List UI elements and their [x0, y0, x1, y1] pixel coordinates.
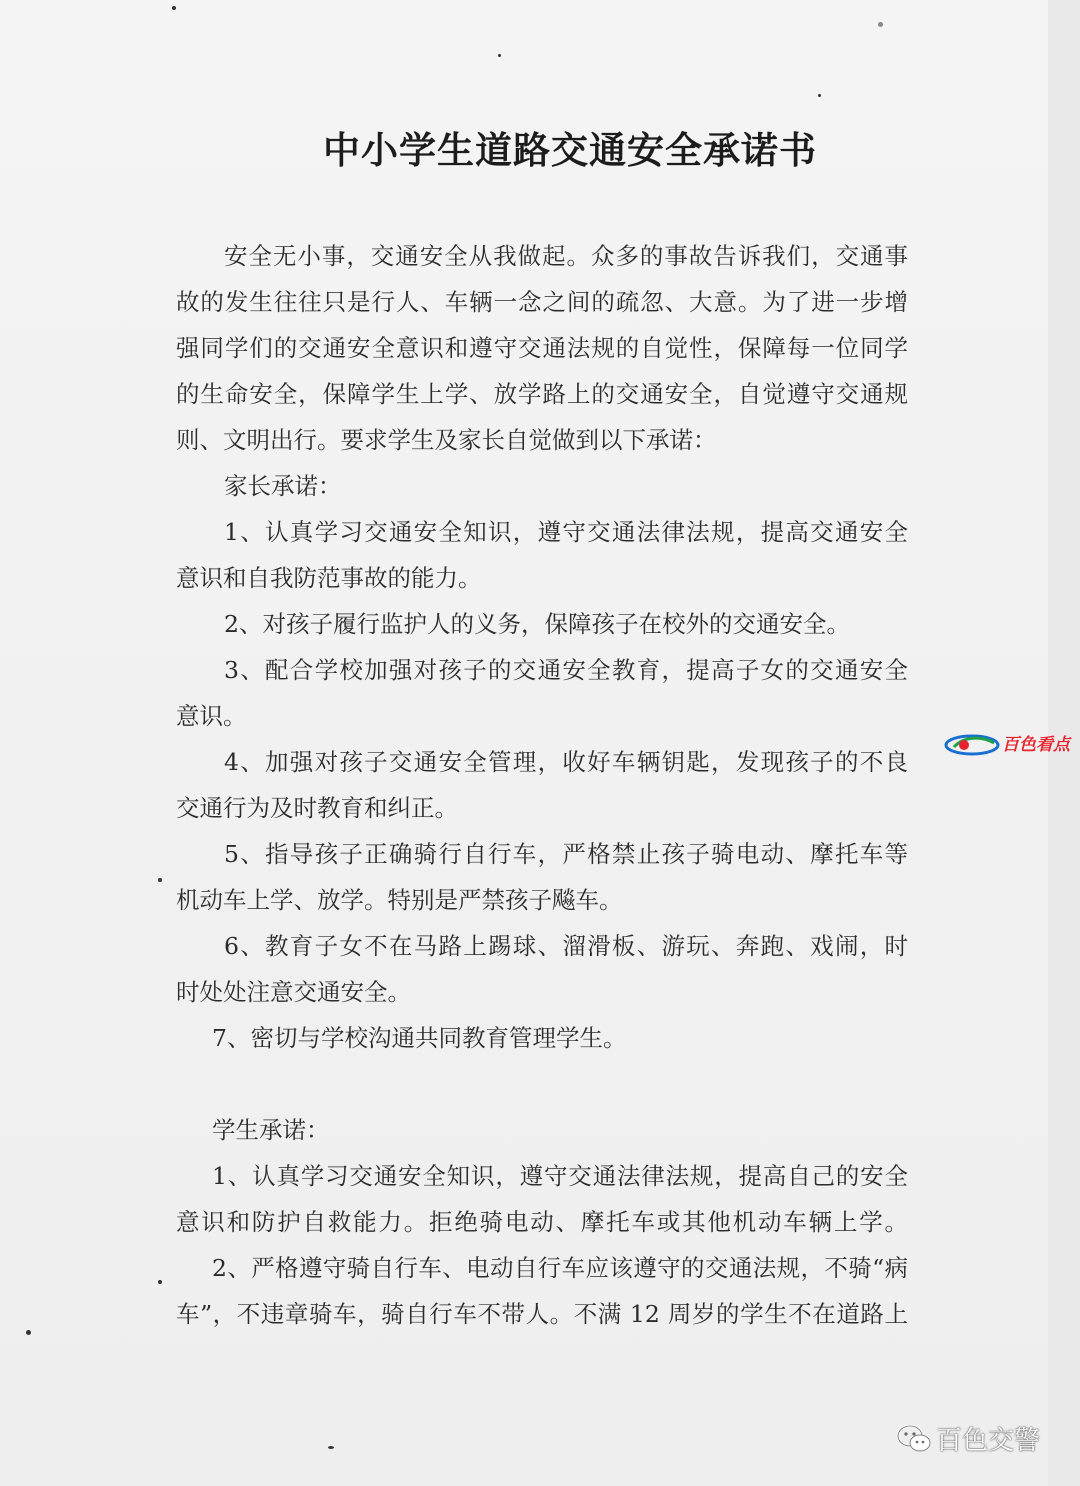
document-title: 中小学生道路交通安全承诺书 [323, 129, 817, 172]
scan-speck [498, 54, 501, 57]
body-line: 意识和防护自救能力。拒绝骑电动、摩托车或其他机动车辆上学。 [176, 1208, 908, 1236]
body-line: 意识。 [176, 702, 247, 730]
scan-speck [158, 878, 162, 882]
overlay-logo [944, 728, 1080, 760]
body-line: 意识和自我防范事故的能力。 [176, 564, 482, 592]
body-line: 6、教育子女不在马路上踢球、溜滑板、游玩、奔跑、戏闹，时 [224, 932, 908, 960]
body-line: 4、加强对孩子交通安全管理，收好车辆钥匙，发现孩子的不良 [224, 748, 908, 776]
body-line: 则、文明出行。要求学生及家长自觉做到以下承诺： [176, 426, 717, 454]
body-line: 故的发生往往只是行人、车辆一念之间的疏忽、大意。为了进一步增 [176, 288, 908, 316]
scan-speck [818, 94, 821, 97]
section-heading-student: 学生承诺： [212, 1116, 330, 1144]
body-line: 强同学们的交通安全意识和遵守交通法规的自觉性，保障每一位同学 [176, 334, 908, 362]
section-heading-parent: 家长承诺： [224, 472, 342, 500]
body-line: 交通行为及时教育和纠正。 [176, 794, 458, 822]
watermark-text: 百色交警 [936, 1426, 1041, 1456]
body-line: 1、认真学习交通安全知识，遵守交通法律法规，提高交通安全 [224, 518, 908, 546]
body-line: 车”，不违章骑车，骑自行车不带人。不满 12 周岁的学生不在道路上 [176, 1300, 908, 1328]
body-line: 2、对孩子履行监护人的义务，保障孩子在校外的交通安全。 [224, 610, 850, 638]
swirl-logo-icon [944, 732, 1002, 758]
scan-speck [328, 1446, 334, 1449]
body-line: 3、配合学校加强对孩子的交通安全教育，提高子女的交通安全 [224, 656, 908, 684]
body-line: 5、指导孩子正确骑行自行车，严格禁止孩子骑电动、摩托车等 [224, 840, 908, 868]
scan-speck [26, 1330, 31, 1335]
wechat-watermark [896, 1420, 1056, 1456]
wechat-icon [896, 1424, 932, 1454]
body-line: 7、密切与学校沟通共同教育管理学生。 [212, 1024, 627, 1052]
scan-speck [158, 1280, 162, 1284]
body-line: 机动车上学、放学。特别是严禁孩子飚车。 [176, 886, 623, 914]
body-line: 1、认真学习交通安全知识，遵守交通法律法规，提高自己的安全 [212, 1162, 908, 1190]
body-line: 2、严格遵守骑自行车、电动自行车应该遵守的交通法规，不骑“病 [212, 1254, 908, 1282]
overlay-logo-text: 百色看点 [1002, 735, 1070, 755]
scan-speck [878, 22, 883, 27]
body-line: 时处处注意交通安全。 [176, 978, 411, 1006]
body-line: 的生命安全，保障学生上学、放学路上的交通安全，自觉遵守交通规 [176, 380, 908, 408]
body-line: 安全无小事，交通安全从我做起。众多的事故告诉我们，交通事 [224, 242, 908, 270]
scan-speck [172, 6, 176, 10]
